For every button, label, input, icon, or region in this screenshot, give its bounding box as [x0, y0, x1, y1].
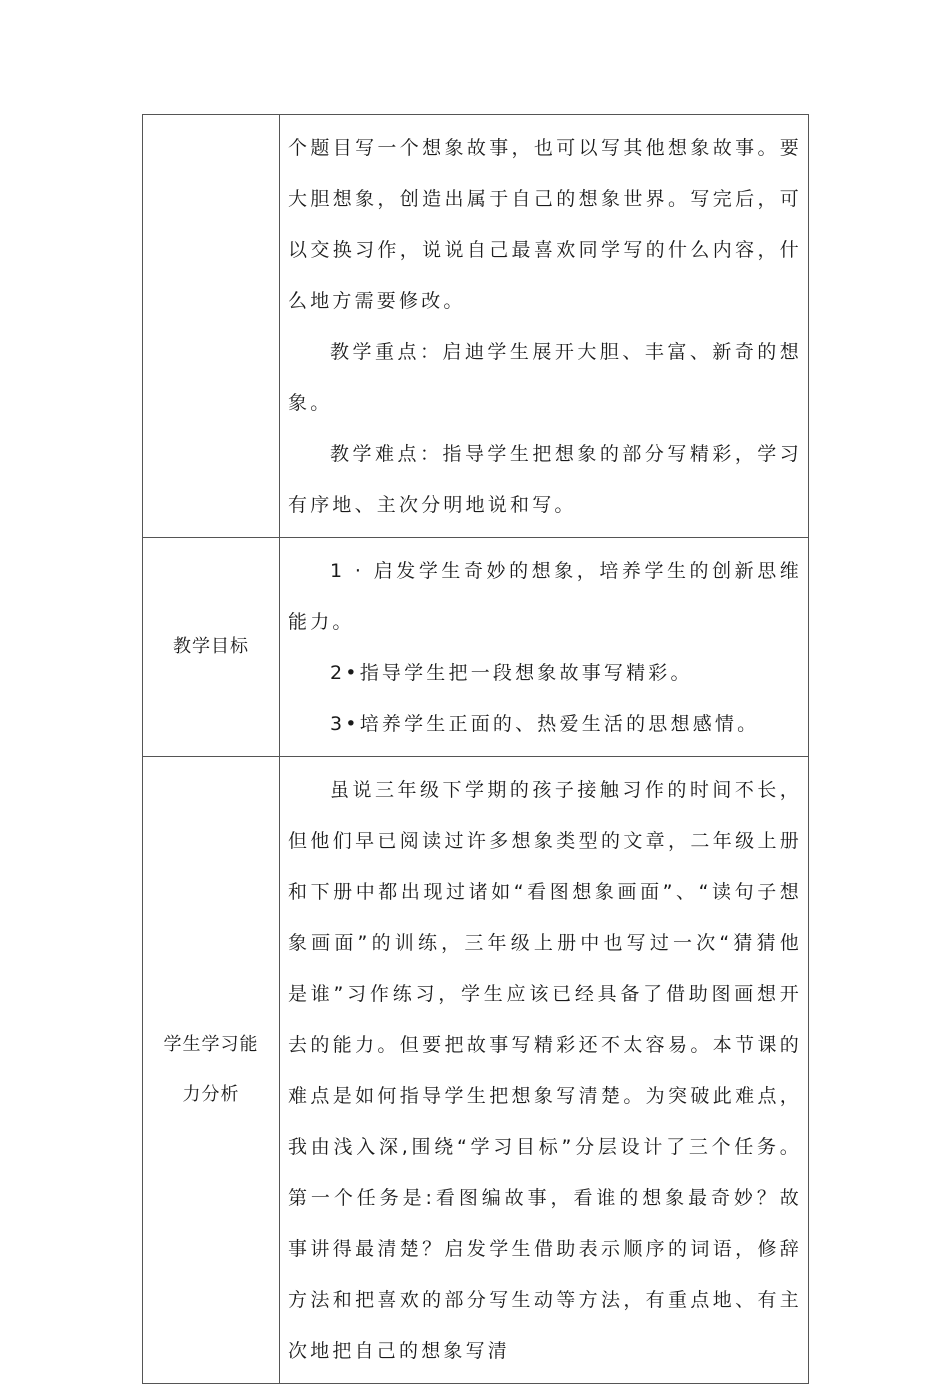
- table-row: [143, 538, 809, 757]
- row-content-cell: [280, 757, 809, 1384]
- content-paragraph: 个题目写一个想象故事，也可以写其他想象故事。要大胆想象，创造出属于自己的想象世界。写完后，可以交换习作，说说自己最喜欢同学写的什么内容，什么地方需要修改。: [288, 137, 802, 312]
- row-content-cell: [280, 538, 809, 757]
- row-label-learning-analysis: 学生学习能力分析: [163, 1034, 259, 1105]
- goal-item: 2•指导学生把一段想象故事写精彩。: [330, 662, 693, 684]
- teaching-difficulty-paragraph: 教学难点：指导学生把想象的部分写精彩，学习有序地、主次分明地说和写。: [288, 443, 802, 516]
- row-label-cell: [143, 115, 280, 538]
- goal-item: 1 · 启发学生奇妙的想象，培养学生的创新思维能力。: [288, 560, 802, 633]
- lesson-plan-table: [142, 114, 809, 1384]
- table-row: [143, 115, 809, 538]
- teaching-focus-paragraph: 教学重点：启迪学生展开大胆、丰富、新奇的想象。: [288, 341, 802, 414]
- row-content-cell: [280, 115, 809, 538]
- row-label-cell: [143, 538, 280, 757]
- table-row: [143, 757, 809, 1384]
- row-label-cell: [143, 757, 280, 1384]
- row-label-teaching-goals: 教学目标: [173, 636, 249, 657]
- analysis-paragraph: 虽说三年级下学期的孩子接触习作的时间不长，但他们早已阅读过许多想象类型的文章，二年级上册和下册中都出现过诸如“看图想象画面”、“读句子想象画面”的训练，三年级上册中也写过一次“猜猜他是谁”习作练习，学生应该已经具备了借助图画想开去的能力。但要把故事写精彩还不太容易。本节课的难点是如何指导学生把想象写清楚。为突破此难点，我由浅入深,围绕“学习目标”分层设计了三个任务。第一个任务是:看图编故事，看谁的想象最奇妙？故事讲得最清楚？启发学生借助表示顺序的词语，修辞方法和把喜欢的部分写生动等方法，有重点地、有主次地把自己的想象写清: [288, 779, 802, 1362]
- goal-item: 3•培养学生正面的、热爱生活的思想感情。: [330, 713, 760, 735]
